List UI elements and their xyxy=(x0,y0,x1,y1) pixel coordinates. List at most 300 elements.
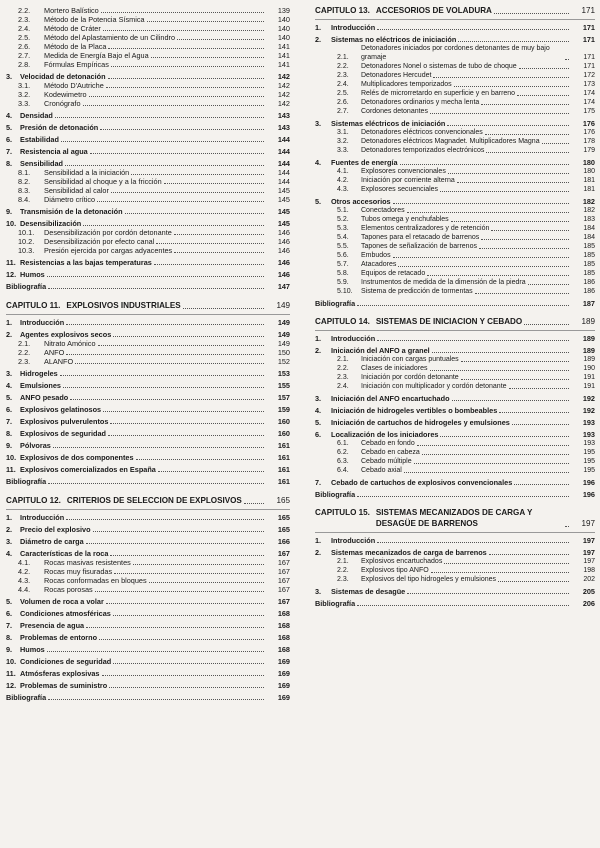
dot-leader xyxy=(517,95,569,96)
entry-title: Explosores convencionales xyxy=(361,168,446,176)
entry-number: 3.3. xyxy=(18,99,31,108)
entry-page: 184 xyxy=(583,234,595,242)
entry-number: 4.3. xyxy=(18,576,31,586)
entry-page: 190 xyxy=(583,365,595,373)
toc-bibliography xyxy=(6,690,290,702)
entry-page: 146 xyxy=(277,237,290,246)
entry-number: 7. xyxy=(315,478,322,488)
dot-leader xyxy=(75,363,264,364)
dot-leader xyxy=(458,41,569,42)
dot-leader xyxy=(60,375,264,376)
dot-leader xyxy=(427,275,569,276)
dot-leader xyxy=(451,221,569,222)
toc-section xyxy=(6,594,290,606)
entry-number: 6.3. xyxy=(337,458,349,466)
dot-leader xyxy=(108,435,264,436)
chapter-heading xyxy=(315,6,595,16)
dot-leader xyxy=(63,387,264,388)
entry-number: 2.7. xyxy=(18,51,31,60)
dot-leader xyxy=(83,105,264,106)
dot-leader xyxy=(431,572,569,573)
dot-leader xyxy=(499,412,569,413)
entry-page: 176 xyxy=(583,129,595,137)
entry-page: 185 xyxy=(583,270,595,278)
entry-title: Iniciación por cordón detonante xyxy=(361,374,459,382)
entry-title: Cebado de cartuchos de explosivos convencionales xyxy=(331,478,513,488)
entry-number: 5.10. xyxy=(337,288,353,296)
entry-page: 161 xyxy=(277,441,290,451)
dot-leader xyxy=(102,675,265,676)
toc-section xyxy=(315,475,595,487)
toc-section xyxy=(6,156,290,168)
toc-subsection xyxy=(6,237,290,246)
entry-number: 3. xyxy=(315,119,322,129)
dot-leader xyxy=(111,66,264,67)
entry-page: 141 xyxy=(277,51,290,60)
entry-number: 2.3. xyxy=(18,357,31,367)
dot-leader xyxy=(95,591,264,592)
toc-section xyxy=(6,546,290,558)
entry-page: 167 xyxy=(277,567,290,577)
entry-page: 167 xyxy=(277,549,290,559)
entry-number: 2.2. xyxy=(337,365,349,373)
entry-number: 4. xyxy=(6,111,13,120)
section-gap xyxy=(315,308,595,317)
entry-page: 140 xyxy=(277,24,290,33)
dot-leader xyxy=(447,125,569,126)
entry-number: 9. xyxy=(6,645,13,655)
entry-number: 4. xyxy=(6,549,13,559)
entry-title: Detonadores ordinarios y mecha lenta xyxy=(361,99,480,107)
dot-leader xyxy=(114,573,264,574)
entry-page: 171 xyxy=(582,23,595,33)
entry-title: Resistencias a las bajas temperaturas xyxy=(20,258,152,267)
entry-page: 168 xyxy=(277,633,290,643)
entry-page: 185 xyxy=(583,243,595,251)
entry-page: 182 xyxy=(582,197,595,207)
chapter-heading xyxy=(315,508,595,528)
chapter-title xyxy=(315,508,563,528)
dot-leader xyxy=(174,234,264,235)
chapter-page: 165 xyxy=(276,496,290,506)
entry-title: Sistemas no eléctricos de iniciación xyxy=(331,35,457,45)
entry-title: Fórmulas Empíricas xyxy=(44,60,109,69)
entry-title: Bibliografía xyxy=(6,693,47,703)
entry-title: Introducción xyxy=(331,23,376,33)
entry-page: 174 xyxy=(583,99,595,107)
entry-page: 141 xyxy=(277,60,290,69)
entry-title: Densidad xyxy=(20,111,53,120)
entry-number: 12. xyxy=(6,681,17,691)
entry-page: 197 xyxy=(582,547,595,557)
dot-leader xyxy=(244,503,264,504)
entry-title: ANFO xyxy=(44,348,65,358)
entry-page: 167 xyxy=(277,585,290,595)
entry-page: 141 xyxy=(277,42,290,51)
entry-title: Bibliografía xyxy=(6,477,47,487)
entry-number: 10. xyxy=(6,657,17,667)
entry-number: 10.2. xyxy=(18,237,35,246)
chapter-page: 189 xyxy=(581,317,595,327)
entry-title: Velocidad de detonación xyxy=(20,72,106,81)
toc-bibliography xyxy=(6,474,290,486)
entry-number: 8. xyxy=(6,633,13,643)
toc-subsection xyxy=(315,278,595,287)
entry-number: 5.2. xyxy=(337,216,349,224)
toc-subsection xyxy=(315,287,595,296)
dot-leader xyxy=(393,203,569,204)
entry-page: 191 xyxy=(583,383,595,391)
entry-page: 169 xyxy=(277,693,290,703)
entry-page: 176 xyxy=(582,119,595,129)
entry-title: Instrumentos de medida de la dimensión de la piedra xyxy=(361,279,526,287)
dot-leader xyxy=(151,57,264,58)
dot-leader xyxy=(398,266,569,267)
entry-page: 180 xyxy=(582,158,595,168)
toc-subsection xyxy=(315,44,595,62)
entry-page: 168 xyxy=(277,609,290,619)
toc-right-column xyxy=(315,6,595,608)
entry-title: Cebado en cabeza xyxy=(361,449,420,457)
entry-number: 3. xyxy=(6,369,13,379)
entry-title: Bibliografía xyxy=(315,299,356,309)
entry-page: 193 xyxy=(582,418,595,428)
entry-page: 183 xyxy=(583,216,595,224)
dot-leader xyxy=(113,663,264,664)
toc-subsection xyxy=(315,269,595,278)
entry-page: 196 xyxy=(582,478,595,488)
entry-number: 3. xyxy=(6,72,13,81)
dot-leader xyxy=(481,104,569,105)
entry-title: Sensibilidad al calor xyxy=(44,186,109,195)
toc-section xyxy=(6,366,290,378)
entry-title: Diámetro de carga xyxy=(20,537,84,547)
dot-leader xyxy=(417,445,569,446)
entry-number: 3.2. xyxy=(337,138,349,146)
toc-subsection xyxy=(6,246,290,255)
entry-number: 6. xyxy=(315,430,322,440)
entry-title: Método D'Autriche xyxy=(44,81,104,90)
toc-subsection xyxy=(6,168,290,177)
toc-section xyxy=(6,108,290,120)
dot-leader xyxy=(109,687,264,688)
entry-title: Características de la roca xyxy=(20,549,109,559)
entry-page: 165 xyxy=(277,525,290,535)
toc-section xyxy=(6,132,290,144)
entry-title: Atmósferas explosivas xyxy=(20,669,100,679)
entry-number: 6. xyxy=(6,405,13,415)
entry-page: 145 xyxy=(277,207,290,216)
entry-page: 157 xyxy=(277,393,290,403)
dot-leader xyxy=(177,39,264,40)
dot-leader xyxy=(66,324,264,325)
entry-number: 2. xyxy=(315,346,322,356)
toc-subsection xyxy=(315,557,595,566)
entry-number: 5. xyxy=(6,123,13,132)
entry-page: 205 xyxy=(582,586,595,596)
entry-number: 2.2. xyxy=(18,6,31,15)
entry-number: 3. xyxy=(315,586,322,596)
toc-section xyxy=(6,378,290,390)
entry-title: Método de la Potencia Sísmica xyxy=(44,15,145,24)
entry-page: 153 xyxy=(277,369,290,379)
entry-number: 7. xyxy=(6,621,13,631)
toc-section xyxy=(315,32,595,44)
entry-number: 6. xyxy=(6,135,13,144)
entry-number: 5. xyxy=(6,597,13,607)
dot-leader xyxy=(400,164,569,165)
entry-page: 195 xyxy=(583,467,595,475)
entry-title: Método de la Placa xyxy=(44,42,107,51)
entry-number: 2.2. xyxy=(18,348,31,358)
entry-number: 3.1. xyxy=(18,81,31,90)
toc-section xyxy=(6,606,290,618)
toc-section xyxy=(6,144,290,156)
section-gap xyxy=(6,486,290,496)
dot-leader xyxy=(414,463,569,464)
entry-title: Iniciación del ANFO a granel xyxy=(331,346,430,356)
dot-leader xyxy=(440,436,569,437)
entry-page: 182 xyxy=(583,207,595,215)
entry-page: 146 xyxy=(277,246,290,255)
entry-page: 147 xyxy=(277,282,290,291)
entry-title: Atacadores xyxy=(361,261,397,269)
toc-subsection xyxy=(6,348,290,357)
entry-title: Sensibilidad al choque y a la fricción xyxy=(44,177,162,186)
entry-title: Embudos xyxy=(361,252,391,260)
dot-leader xyxy=(498,581,569,582)
toc-section xyxy=(6,462,290,474)
entry-title: Explosivos pulverulentos xyxy=(20,417,109,427)
dot-leader xyxy=(404,472,569,473)
toc-left-column xyxy=(6,6,290,702)
chapter-title xyxy=(315,6,492,16)
entry-title: Explosivos de dos componentes xyxy=(20,453,134,463)
entry-title: Desensibilización por cordón detonante xyxy=(44,228,172,237)
dot-leader xyxy=(86,543,264,544)
toc-section xyxy=(315,391,595,403)
toc-section xyxy=(6,267,290,279)
entry-page: 165 xyxy=(277,513,290,523)
chapter-name: SISTEMAS MECANIZADOS DE CARGA Y DESAGÜE DE BARRENOS xyxy=(375,508,533,528)
entry-page: 185 xyxy=(583,261,595,269)
toc-subsection xyxy=(315,233,595,242)
chapter-name: SISTEMAS DE INICIACION Y CEBADO xyxy=(375,317,523,327)
entry-number: 8. xyxy=(6,429,13,439)
toc-section xyxy=(6,120,290,132)
entry-title: Rocas masivas resistentes xyxy=(44,558,131,568)
toc-subsection xyxy=(315,98,595,107)
entry-page: 146 xyxy=(277,270,290,279)
entry-page: 187 xyxy=(582,299,595,309)
chapter-title xyxy=(6,301,181,311)
dot-leader xyxy=(448,173,569,174)
dot-leader xyxy=(147,21,264,22)
toc-bibliography xyxy=(315,296,595,308)
toc-section xyxy=(6,522,290,534)
entry-number: 8.3. xyxy=(18,186,31,195)
entry-page: 191 xyxy=(583,374,595,382)
entry-page: 167 xyxy=(277,597,290,607)
dot-leader xyxy=(433,77,569,78)
entry-page: 181 xyxy=(583,186,595,194)
dot-leader xyxy=(154,264,264,265)
chapter-heading xyxy=(6,496,290,506)
toc-section xyxy=(6,390,290,402)
toc-section xyxy=(6,510,290,522)
entry-title: Tubos omega y enchufables xyxy=(361,216,449,224)
entry-number: 9. xyxy=(6,441,13,451)
entry-number: 2. xyxy=(6,330,13,340)
dot-leader xyxy=(183,308,264,309)
entry-page: 195 xyxy=(583,449,595,457)
entry-page: 197 xyxy=(583,557,595,565)
entry-title: Iniciación por corriente alterna xyxy=(361,177,455,185)
entry-number: 2.3. xyxy=(337,72,349,80)
entry-number: 2. xyxy=(315,35,322,45)
toc-subsection xyxy=(6,567,290,576)
toc-section xyxy=(6,642,290,654)
toc-subsection xyxy=(6,81,290,90)
entry-number: 1. xyxy=(6,513,13,523)
dot-leader xyxy=(99,639,264,640)
entry-page: 196 xyxy=(582,490,595,500)
entry-number: 5. xyxy=(315,197,322,207)
dot-leader xyxy=(164,183,264,184)
entry-page: 193 xyxy=(583,440,595,448)
entry-title: Hidrogeles xyxy=(20,369,58,379)
entry-number: 6. xyxy=(6,609,13,619)
toc-subsection xyxy=(315,215,595,224)
entry-page: 193 xyxy=(582,430,595,440)
entry-number: 12. xyxy=(6,270,17,279)
entry-title: Rocas muy fisuradas xyxy=(44,567,113,577)
entry-number: 2.6. xyxy=(337,99,349,107)
entry-number: 10.3. xyxy=(18,246,35,255)
toc-subsection xyxy=(315,80,595,89)
entry-title: Presencia de agua xyxy=(20,621,85,631)
toc-subsection xyxy=(315,242,595,251)
dot-leader xyxy=(48,699,264,700)
entry-number: 2.2. xyxy=(337,63,349,71)
toc-subsection xyxy=(6,357,290,366)
entry-page: 180 xyxy=(583,168,595,176)
entry-title: Explosivos tipo ANFO xyxy=(361,566,429,574)
dot-leader xyxy=(125,213,264,214)
dot-leader xyxy=(486,152,569,153)
entry-number: 3.3. xyxy=(337,147,349,155)
entry-number: 6.2. xyxy=(337,449,349,457)
entry-page: 139 xyxy=(277,6,290,15)
entry-title: Detonadores eléctricos Magnadet. Multiplicadores Magna xyxy=(361,138,540,146)
entry-number: 11. xyxy=(6,669,16,679)
dot-leader xyxy=(61,141,264,142)
entry-number: 7. xyxy=(6,147,13,156)
entry-number: 6.1. xyxy=(337,440,349,448)
toc-subsection xyxy=(6,99,290,108)
dot-leader xyxy=(444,563,569,564)
entry-page: 144 xyxy=(277,147,290,156)
entry-number: 4.1. xyxy=(18,558,31,568)
entry-title: Explosivos del tipo hidrogeles y emulsiones xyxy=(361,575,497,583)
toc-subsection xyxy=(6,42,290,51)
toc-section xyxy=(6,666,290,678)
entry-page: 145 xyxy=(277,186,290,195)
dot-leader xyxy=(108,78,264,79)
chapter-name: ACCESORIOS DE VOLADURA xyxy=(375,6,492,15)
entry-title: Condiciones atmosféricas xyxy=(20,609,111,619)
toc-subsection xyxy=(6,90,290,99)
entry-title: Sistemas eléctricos de iniciación xyxy=(331,119,446,129)
entry-title: Cronógrafo xyxy=(44,99,81,108)
entry-number: 2.1. xyxy=(337,356,349,364)
entry-page: 169 xyxy=(277,669,290,679)
entry-number: 2.5. xyxy=(337,90,349,98)
toc-section xyxy=(315,584,595,596)
dot-leader xyxy=(90,153,264,154)
entry-number: 2.3. xyxy=(337,575,349,583)
toc-section xyxy=(6,402,290,414)
entry-title: Iniciación de hidrogeles vertibles o bombeables xyxy=(331,406,498,416)
toc-section xyxy=(6,534,290,546)
toc-section xyxy=(315,194,595,206)
entry-page: 171 xyxy=(583,63,595,71)
entry-page: 169 xyxy=(277,681,290,691)
entry-title: Condiciones de seguridad xyxy=(20,657,112,667)
toc-section xyxy=(315,331,595,343)
toc-section xyxy=(315,155,595,167)
dot-leader xyxy=(103,411,264,412)
entry-title: Cordones detonantes xyxy=(361,108,428,116)
dot-leader xyxy=(393,257,569,258)
entry-page: 142 xyxy=(277,90,290,99)
toc-subsection xyxy=(315,466,595,475)
entry-page: 181 xyxy=(583,177,595,185)
toc-subsection xyxy=(315,89,595,98)
entry-number: 5.8. xyxy=(337,270,349,278)
dot-leader xyxy=(55,117,264,118)
entry-title: Kodewimetro xyxy=(44,90,87,99)
entry-page: 144 xyxy=(277,168,290,177)
entry-page: 161 xyxy=(277,453,290,463)
dot-leader xyxy=(86,627,264,628)
entry-number: 11. xyxy=(6,465,16,475)
entry-title: Estabilidad xyxy=(20,135,59,144)
entry-page: 171 xyxy=(583,54,595,62)
entry-title: ANFO pesado xyxy=(20,393,69,403)
dot-leader xyxy=(66,519,264,520)
entry-page: 168 xyxy=(277,645,290,655)
dot-leader xyxy=(524,324,569,325)
entry-page: 172 xyxy=(583,72,595,80)
entry-title: Elementos centralizadores y de retención xyxy=(361,225,490,233)
entry-page: 142 xyxy=(277,72,290,81)
entry-title: Iniciación de cartuchos de hidrogeles y emulsiones xyxy=(331,418,510,428)
entry-page: 173 xyxy=(583,81,595,89)
dot-leader xyxy=(461,379,569,380)
dot-leader xyxy=(430,370,569,371)
entry-page: 160 xyxy=(277,417,290,427)
dot-leader xyxy=(158,471,264,472)
chapter-number: CAPITULO 12. xyxy=(6,496,61,506)
dot-leader xyxy=(108,48,264,49)
toc-subsection xyxy=(6,60,290,69)
toc-subsection xyxy=(315,224,595,233)
dot-leader xyxy=(491,230,569,231)
entry-title: Explosivos de seguridad xyxy=(20,429,106,439)
dot-leader xyxy=(47,651,264,652)
dot-leader xyxy=(133,564,264,565)
